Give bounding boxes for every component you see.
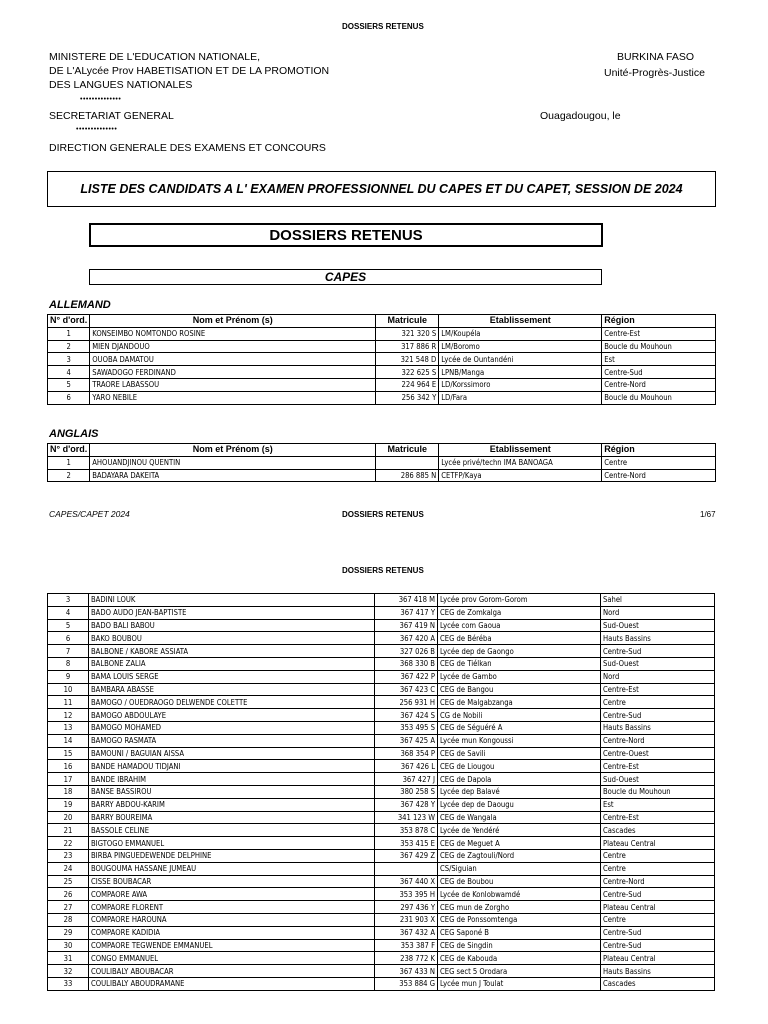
place-date: Ouagadougou, le [540,110,621,122]
cell-region: Hauts Bassins [601,721,715,734]
table-row [48,632,715,645]
table-row [48,721,715,734]
table-row [48,670,715,683]
cell-number: 21 [48,824,89,837]
cell-etablissement: CEG de Zagtouli/Nord [438,849,601,862]
cell-region: Centre-Nord [601,734,715,747]
cell-number: 19 [48,798,89,811]
cell-number: 13 [48,721,89,734]
table-row [48,888,715,901]
cell-matricule: 327 026 B [375,645,438,658]
cell-name: MIEN DJANDOUO [90,340,376,353]
table-row [48,594,715,607]
table-row [48,456,716,469]
cell-number: 16 [48,760,89,773]
cell-matricule: 380 258 S [375,785,438,798]
cell-matricule: 368 330 B [375,657,438,670]
cell-name: BADO AUDO JEAN-BAPTISTE [89,606,375,619]
cell-matricule: 367 417 Y [375,606,438,619]
cell-matricule: 321 548 D [376,353,439,366]
secretariat-label: SECRETARIAT GENERAL [49,110,174,122]
cell-region: Centre [602,456,716,469]
page-number: 1/67 [700,510,716,519]
cell-name: BAMOGO / OUEDRAOGO DELWENDE COLETTE [89,696,375,709]
candidates-table-anglais [47,443,716,482]
cell-etablissement: Lycée de Gambo [438,670,601,683]
cell-name: BIGTOGO EMMANUEL [89,837,375,850]
candidates-table-anglais-continued [47,593,715,991]
cell-matricule: 224 964 E [376,378,439,391]
cell-region: Centre-Sud [602,366,716,379]
cell-matricule: 367 425 A [375,734,438,747]
cell-name: BANSE BASSIROU [89,785,375,798]
cell-region: Est [602,353,716,366]
cell-etablissement: CEG de Boubou [438,875,601,888]
cell-number: 14 [48,734,89,747]
cell-number: 28 [48,913,89,926]
cell-etablissement: LM/Koupéla [439,327,602,340]
table-row [48,760,715,773]
table-row [48,340,716,353]
cell-number: 29 [48,926,89,939]
col-header-etablissement: Etablissement [439,315,602,328]
table-row [48,709,715,722]
separator-dots: •••••••••••••• [76,126,118,133]
cell-number: 10 [48,683,89,696]
cell-matricule: 238 772 K [375,952,438,965]
cell-etablissement: CEG sect 5 Orodara [438,965,601,978]
table-row [48,469,716,482]
cell-name: AHOUANDJINOU QUENTIN [90,456,376,469]
table-row [48,366,716,379]
cell-region: Sud-Ouest [601,657,715,670]
cell-name: YARO NEBILE [90,391,376,404]
cell-matricule: 353 387 F [375,939,438,952]
cell-number: 12 [48,709,89,722]
cell-name: CONGO EMMANUEL [89,952,375,965]
cell-region: Centre-Est [601,683,715,696]
cell-number: 24 [48,862,89,875]
cell-number: 33 [48,977,89,990]
cell-number: 25 [48,875,89,888]
cell-name: COMPAORE HAROUNA [89,913,375,926]
cell-region: Boucle du Mouhoun [602,340,716,353]
cell-name: BAMA LOUIS SERGE [89,670,375,683]
cell-number: 18 [48,785,89,798]
cell-region: Sud-Ouest [601,619,715,632]
table-row [48,862,715,875]
cell-matricule: 286 885 N [376,469,439,482]
cell-etablissement: CEG de Savili [438,747,601,760]
cell-region: Centre-Sud [601,939,715,952]
cell-matricule: 367 418 M [375,594,438,607]
capes-heading: CAPES [89,269,602,285]
col-header-matricule: Matricule [376,315,439,328]
cell-name: BAMOGO MOHAMED [89,721,375,734]
cell-region: Centre-Nord [602,469,716,482]
cell-name: OUOBA DAMATOU [90,353,376,366]
cell-name: BANDE HAMADOU TIDJANI [89,760,375,773]
cell-number: 27 [48,901,89,914]
col-header-etablissement: Etablissement [439,444,602,457]
cell-region: Centre [601,696,715,709]
cell-region: Est [601,798,715,811]
cell-etablissement: Lycée de Yendéré [438,824,601,837]
cell-etablissement: CEG de Bangou [438,683,601,696]
cell-number: 6 [48,391,90,404]
section-title-anglais: ANGLAIS [49,428,99,440]
cell-etablissement: CEG mun de Zorgho [438,901,601,914]
cell-matricule: 367 433 N [375,965,438,978]
table-row [48,785,715,798]
cell-etablissement: CS/Siguian [438,862,601,875]
footer-exam-label: CAPES/CAPET 2024 [49,509,130,519]
cell-etablissement: Lycée dep de Daougu [438,798,601,811]
table-row [48,327,716,340]
cell-name: COMPAORE TEGWENDE EMMANUEL [89,939,375,952]
cell-matricule: 367 429 Z [375,849,438,862]
table-row [48,683,715,696]
cell-name: COMPAORE FLORENT [89,901,375,914]
cell-name: BARRY ABDOU-KARIM [89,798,375,811]
cell-name: BAMOGO ABDOULAYE [89,709,375,722]
table-row [48,913,715,926]
cell-name: COULIBALY ABOUBACAR [89,965,375,978]
cell-etablissement: CEG de Liougou [438,760,601,773]
page-header-label: DOSSIERS RETENUS [342,566,424,575]
table-row [48,657,715,670]
separator-dots: •••••••••••••• [80,96,122,103]
cell-region: Plateau Central [601,952,715,965]
cell-number: 3 [48,353,90,366]
cell-region: Plateau Central [601,837,715,850]
table-row [48,773,715,786]
table-row [48,811,715,824]
cell-name: BASSOLE CELINE [89,824,375,837]
cell-number: 6 [48,632,89,645]
table-row [48,747,715,760]
cell-etablissement: CEG de Singdin [438,939,601,952]
table-header-row [48,315,716,328]
cell-region: Centre-Nord [601,875,715,888]
col-header-name: Nom et Prénom (s) [90,315,376,328]
cell-number: 7 [48,645,89,658]
cell-number: 15 [48,747,89,760]
cell-region: Centre-Sud [601,709,715,722]
cell-matricule: 256 342 Y [376,391,439,404]
cell-region: Hauts Bassins [601,632,715,645]
table-row [48,645,715,658]
cell-etablissement: Lycée privé/techn IMA BANOAGA [439,456,602,469]
cell-number: 1 [48,456,90,469]
cell-etablissement: CEG de Wangala [438,811,601,824]
table-row [48,901,715,914]
cell-name: BAMOUNI / BAGUIAN AISSA [89,747,375,760]
cell-number: 3 [48,594,89,607]
cell-etablissement: CEG de Tiélkan [438,657,601,670]
cell-name: BALBONE ZALIA [89,657,375,670]
col-header-number: N° d'ord. [48,444,90,457]
cell-number: 9 [48,670,89,683]
cell-etablissement: CEG de Béréba [438,632,601,645]
cell-matricule: 317 886 R [376,340,439,353]
cell-number: 26 [48,888,89,901]
table-row [48,391,716,404]
cell-region: Centre [601,862,715,875]
cell-etablissement: CEG de Dapola [438,773,601,786]
ministry-line-1: MINISTERE DE L'EDUCATION NATIONALE, [49,51,261,63]
cell-name: COULIBALY ABOUDRAMANE [89,977,375,990]
cell-etablissement: LD/Fara [439,391,602,404]
list-title: LISTE DES CANDIDATS A L' EXAMEN PROFESSIONNEL DU CAPES ET DU CAPET, SESSION DE 2024 [47,171,716,207]
cell-region: Centre-Est [602,327,716,340]
cell-name: BARRY BOUREIMA [89,811,375,824]
cell-name: BANDE IBRAHIM [89,773,375,786]
cell-name: COMPAORE KADIDIA [89,926,375,939]
cell-name: BAMBARA ABASSE [89,683,375,696]
cell-matricule: 322 625 S [376,366,439,379]
direction-label: DIRECTION GENERALE DES EXAMENS ET CONCOURS [49,142,326,154]
cell-name: BALBONE / KABORE ASSIATA [89,645,375,658]
cell-region: Centre [601,913,715,926]
cell-matricule: 367 427 J [375,773,438,786]
cell-etablissement: Lycée com Gaoua [438,619,601,632]
cell-region: Centre-Sud [601,645,715,658]
cell-etablissement: CEG de Kabouda [438,952,601,965]
cell-number: 23 [48,849,89,862]
cell-etablissement: Lycée dep Balavé [438,785,601,798]
cell-name: TRAORE LABASSOU [90,378,376,391]
cell-etablissement: CEG de Malgabzanga [438,696,601,709]
table-row [48,837,715,850]
cell-number: 11 [48,696,89,709]
cell-region: Boucle du Mouhoun [602,391,716,404]
col-header-matricule: Matricule [376,444,439,457]
cell-region: Centre-Nord [602,378,716,391]
cell-name: SAWADOGO FERDINAND [90,366,376,379]
cell-matricule: 353 495 S [375,721,438,734]
ministry-line-2: DE L'ALycée Prov HABETISATION ET DE LA PROMOTION [49,65,330,77]
country-motto: Unité-Progrès-Justice [604,67,705,79]
cell-number: 8 [48,657,89,670]
cell-etablissement: CETFP/Kaya [439,469,602,482]
cell-number: 17 [48,773,89,786]
cell-matricule: 367 426 L [375,760,438,773]
cell-etablissement: Lycée de Ountandéni [439,353,602,366]
col-header-number: N° d'ord. [48,315,90,328]
cell-etablissement: LPNB/Manga [439,366,602,379]
table-row [48,875,715,888]
cell-region: Nord [601,606,715,619]
table-row [48,378,716,391]
cell-etablissement: CEG de Ponssomtenga [438,913,601,926]
cell-region: Plateau Central [601,901,715,914]
dossiers-retenus-heading: DOSSIERS RETENUS [89,223,603,247]
cell-number: 30 [48,939,89,952]
cell-matricule: 367 432 A [375,926,438,939]
cell-matricule: 341 123 W [375,811,438,824]
cell-matricule: 367 423 C [375,683,438,696]
cell-region: Cascades [601,977,715,990]
table-row [48,798,715,811]
page-header-label: DOSSIERS RETENUS [342,22,424,31]
cell-region: Centre-Sud [601,926,715,939]
cell-region: Boucle du Mouhoun [601,785,715,798]
table-row [48,353,716,366]
cell-name: BOUGOUMA HASSANE JUMEAU [89,862,375,875]
cell-number: 2 [48,469,90,482]
cell-name: CISSE BOUBACAR [89,875,375,888]
cell-matricule: 367 422 P [375,670,438,683]
section-title-allemand: ALLEMAND [49,299,111,311]
cell-name: KONSEIMBO NOMTONDO ROSINE [90,327,376,340]
cell-matricule: 353 415 E [375,837,438,850]
table-header-row [48,444,716,457]
table-row [48,926,715,939]
cell-name: BADINI LOUK [89,594,375,607]
table-row [48,977,715,990]
table-row [48,696,715,709]
cell-region: Centre-Est [601,760,715,773]
col-header-region: Région [602,315,716,328]
cell-number: 4 [48,366,90,379]
cell-matricule: 353 395 H [375,888,438,901]
cell-matricule: 367 420 A [375,632,438,645]
table-row [48,965,715,978]
cell-matricule [375,862,438,875]
cell-region: Centre-Ouest [601,747,715,760]
cell-region: Centre-Sud [601,888,715,901]
cell-matricule: 367 419 N [375,619,438,632]
cell-etablissement: CEG Saponé B [438,926,601,939]
cell-number: 5 [48,619,89,632]
cell-number: 1 [48,327,90,340]
cell-name: BIRBA PINGUEDEWENDE DELPHINE [89,849,375,862]
cell-region: Sahel [601,594,715,607]
cell-etablissement: Lycée de Konlobwamdé [438,888,601,901]
country-name: BURKINA FASO [617,51,695,63]
cell-region: Centre [601,849,715,862]
cell-number: 31 [48,952,89,965]
col-header-region: Région [602,444,716,457]
cell-number: 4 [48,606,89,619]
cell-etablissement: LD/Korssimoro [439,378,602,391]
cell-number: 20 [48,811,89,824]
cell-name: BAMOGO RASMATA [89,734,375,747]
cell-number: 22 [48,837,89,850]
cell-matricule: 256 931 H [375,696,438,709]
cell-matricule: 231 903 X [375,913,438,926]
cell-name: BAKO BOUBOU [89,632,375,645]
cell-etablissement: LM/Boromo [439,340,602,353]
cell-matricule [376,456,439,469]
table-row [48,849,715,862]
cell-matricule: 321 320 S [376,327,439,340]
cell-matricule: 367 428 Y [375,798,438,811]
cell-name: BADAYARA DAKEITA [90,469,376,482]
cell-matricule: 353 884 G [375,977,438,990]
cell-matricule: 367 440 X [375,875,438,888]
cell-matricule: 368 354 P [375,747,438,760]
cell-etablissement: Lycée dep de Gaongo [438,645,601,658]
cell-matricule: 353 878 C [375,824,438,837]
cell-matricule: 367 424 S [375,709,438,722]
cell-etablissement: CEG de Zomkalga [438,606,601,619]
table-row [48,606,715,619]
cell-number: 5 [48,378,90,391]
cell-etablissement: Lycée mun J Toulat [438,977,601,990]
cell-etablissement: CG de Nobili [438,709,601,722]
table-row [48,952,715,965]
col-header-name: Nom et Prénom (s) [90,444,376,457]
cell-etablissement: Lycée prov Gorom-Gorom [438,594,601,607]
cell-region: Nord [601,670,715,683]
cell-number: 2 [48,340,90,353]
table-row [48,619,715,632]
cell-region: Hauts Bassins [601,965,715,978]
cell-matricule: 297 436 Y [375,901,438,914]
footer-dossiers-label: DOSSIERS RETENUS [342,510,424,519]
table-row [48,824,715,837]
table-row [48,939,715,952]
cell-region: Sud-Ouest [601,773,715,786]
cell-region: Cascades [601,824,715,837]
cell-name: BADO BALI BABOU [89,619,375,632]
cell-region: Centre-Est [601,811,715,824]
cell-etablissement: CEG de Séguéré A [438,721,601,734]
ministry-line-3: DES LANGUES NATIONALES [49,79,193,91]
candidates-table-allemand [47,314,716,405]
table-row [48,734,715,747]
cell-etablissement: CEG de Meguet A [438,837,601,850]
cell-number: 32 [48,965,89,978]
cell-name: COMPAORE AWA [89,888,375,901]
cell-etablissement: Lycée mun Kongoussi [438,734,601,747]
